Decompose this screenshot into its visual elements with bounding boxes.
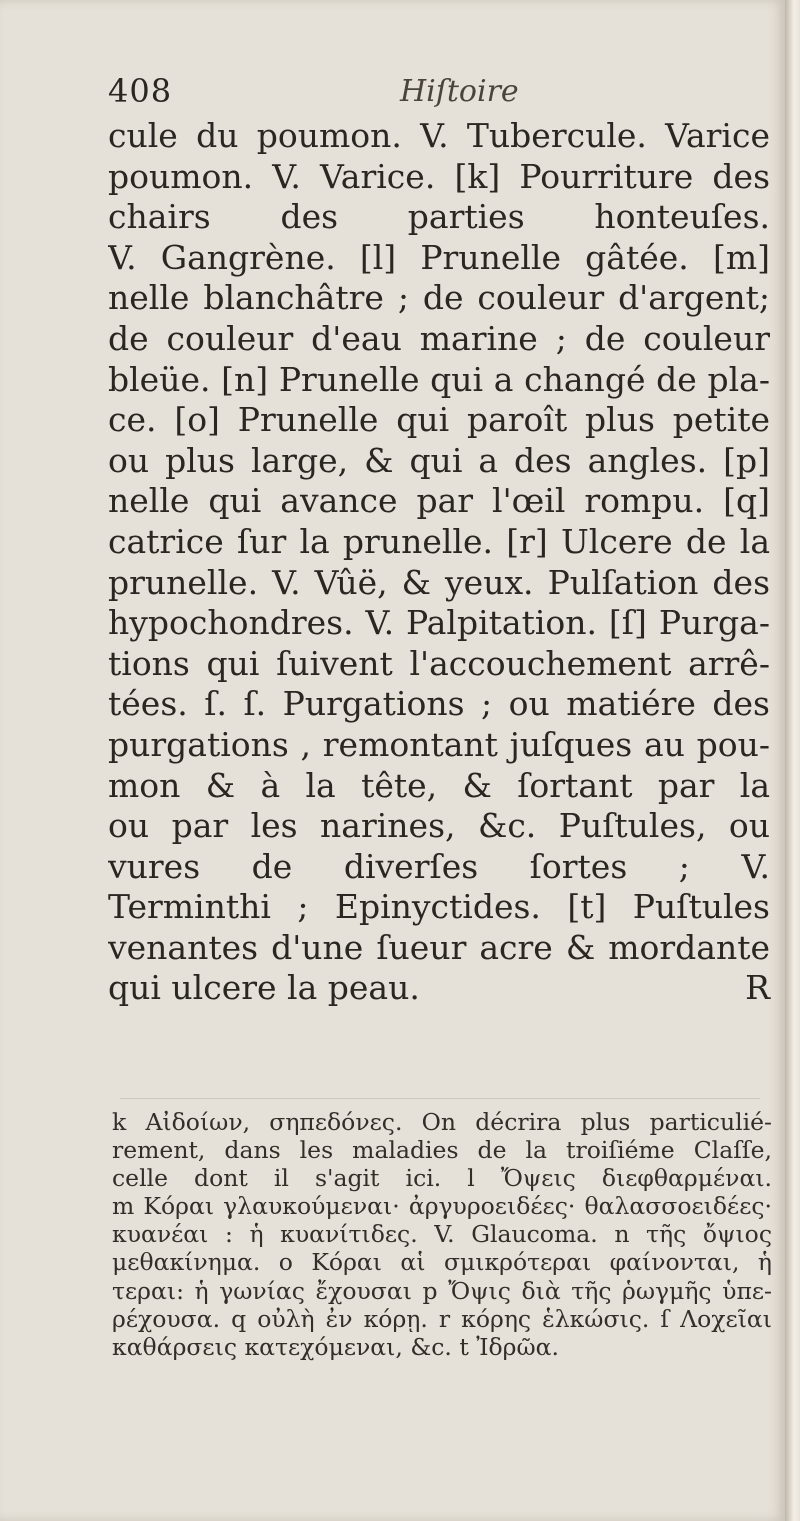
footnote-line: m Κόραι γλαυκούμεναι· ἀργυροειδέες· θαλασσοειδέες· bbox=[112, 1192, 772, 1221]
text-line: tions qui ſuivent l'accouchement arrê- bbox=[108, 643, 770, 683]
footnotes bbox=[112, 1108, 772, 1361]
footnote-line: k Αἰδοίων, σηπεδόνες. On décrira plus particulié- bbox=[112, 1108, 772, 1136]
footnote-line: καθάρσεις κατεχόμεναι, &c. t Ἰδρῶα. bbox=[112, 1332, 559, 1361]
text-line: bleüe. [n] Prunelle qui a changé de pla- bbox=[108, 359, 770, 399]
text-line: ou plus large, & qui a des angles. [p] bbox=[108, 440, 770, 480]
text-line: V. Gangrène. [l] Prunelle gâtée. [m] bbox=[108, 237, 770, 277]
text-line: nelle blanchâtre ; de couleur d'argent; bbox=[108, 278, 770, 318]
page-edge bbox=[785, 0, 800, 1521]
running-title: Hiſtoire bbox=[400, 74, 519, 109]
text-line: Terminthi ; Epinyctides. [t] Puſtules bbox=[108, 887, 770, 927]
catchword: R bbox=[745, 968, 770, 1008]
text-line: purgations , remontant juſques au pou- bbox=[108, 724, 770, 764]
text-line: catrice ſur la prunelle. [r] Ulcere de la bbox=[108, 521, 770, 561]
main-text bbox=[108, 116, 770, 1009]
text-line-last bbox=[108, 968, 770, 1009]
footnote-divider bbox=[120, 1098, 760, 1099]
text-line: cule du poumon. V. Tubercule. Varice bbox=[108, 116, 770, 155]
text-line: tées. ſ. ſ. Purgations ; ou matiére des bbox=[108, 684, 770, 724]
footnote-line: rement, dans les maladies de la troiſiéme Claſſe, bbox=[112, 1136, 772, 1165]
text-line: ou par les narines, &c. Puſtules, ou bbox=[108, 806, 770, 846]
text-line: vures de diverſes ſortes ; V. bbox=[108, 846, 770, 886]
text-line: chairs des parties honteuſes. bbox=[108, 197, 770, 237]
page-number: 408 bbox=[108, 72, 173, 110]
footnote-line: μεθακίνημα. o Κόραι αἱ σμικρότεραι φαίνονται, ἡ bbox=[112, 1248, 772, 1277]
text-line: hypochondres. V. Palpitation. [ſ] Purga- bbox=[108, 603, 770, 643]
text-line: prunelle. V. Vûë, & yeux. Pulſation des bbox=[108, 562, 770, 602]
text-line: poumon. V. Varice. [k] Pourriture des bbox=[108, 156, 770, 196]
footnote-line: τεραι: ἡ γωνίας ἔχουσαι p Ὄψις διὰ τῆς ῥωγμῆς ὑπε- bbox=[112, 1276, 772, 1305]
footnote-line: ρέχουσα. q οὐλὴ ἐν κόρῃ. r κόρης ἑλκώσις. ſ Λοχεῖαι bbox=[112, 1304, 772, 1333]
text-line: venantes d'une ſueur acre & mordante bbox=[108, 927, 770, 967]
text-line: qui ulcere la peau. bbox=[108, 968, 420, 1008]
text-line: ce. [o] Prunelle qui paroît plus petite bbox=[108, 400, 770, 440]
text-line: mon & à la tête, & ſortant par la bbox=[108, 765, 770, 805]
footnote-line: celle dont il s'agit ici. l Ὄψεις διεφθαρμέναι. bbox=[112, 1164, 772, 1193]
text-line: de couleur d'eau marine ; de couleur bbox=[108, 318, 770, 358]
footnote-line: κυανέαι : ἡ κυανίτιδες. V. Glaucoma. n τῆς ὄψιος bbox=[112, 1220, 772, 1249]
page-header bbox=[108, 72, 768, 112]
text-line: nelle qui avance par l'œil rompu. [q] bbox=[108, 481, 770, 521]
